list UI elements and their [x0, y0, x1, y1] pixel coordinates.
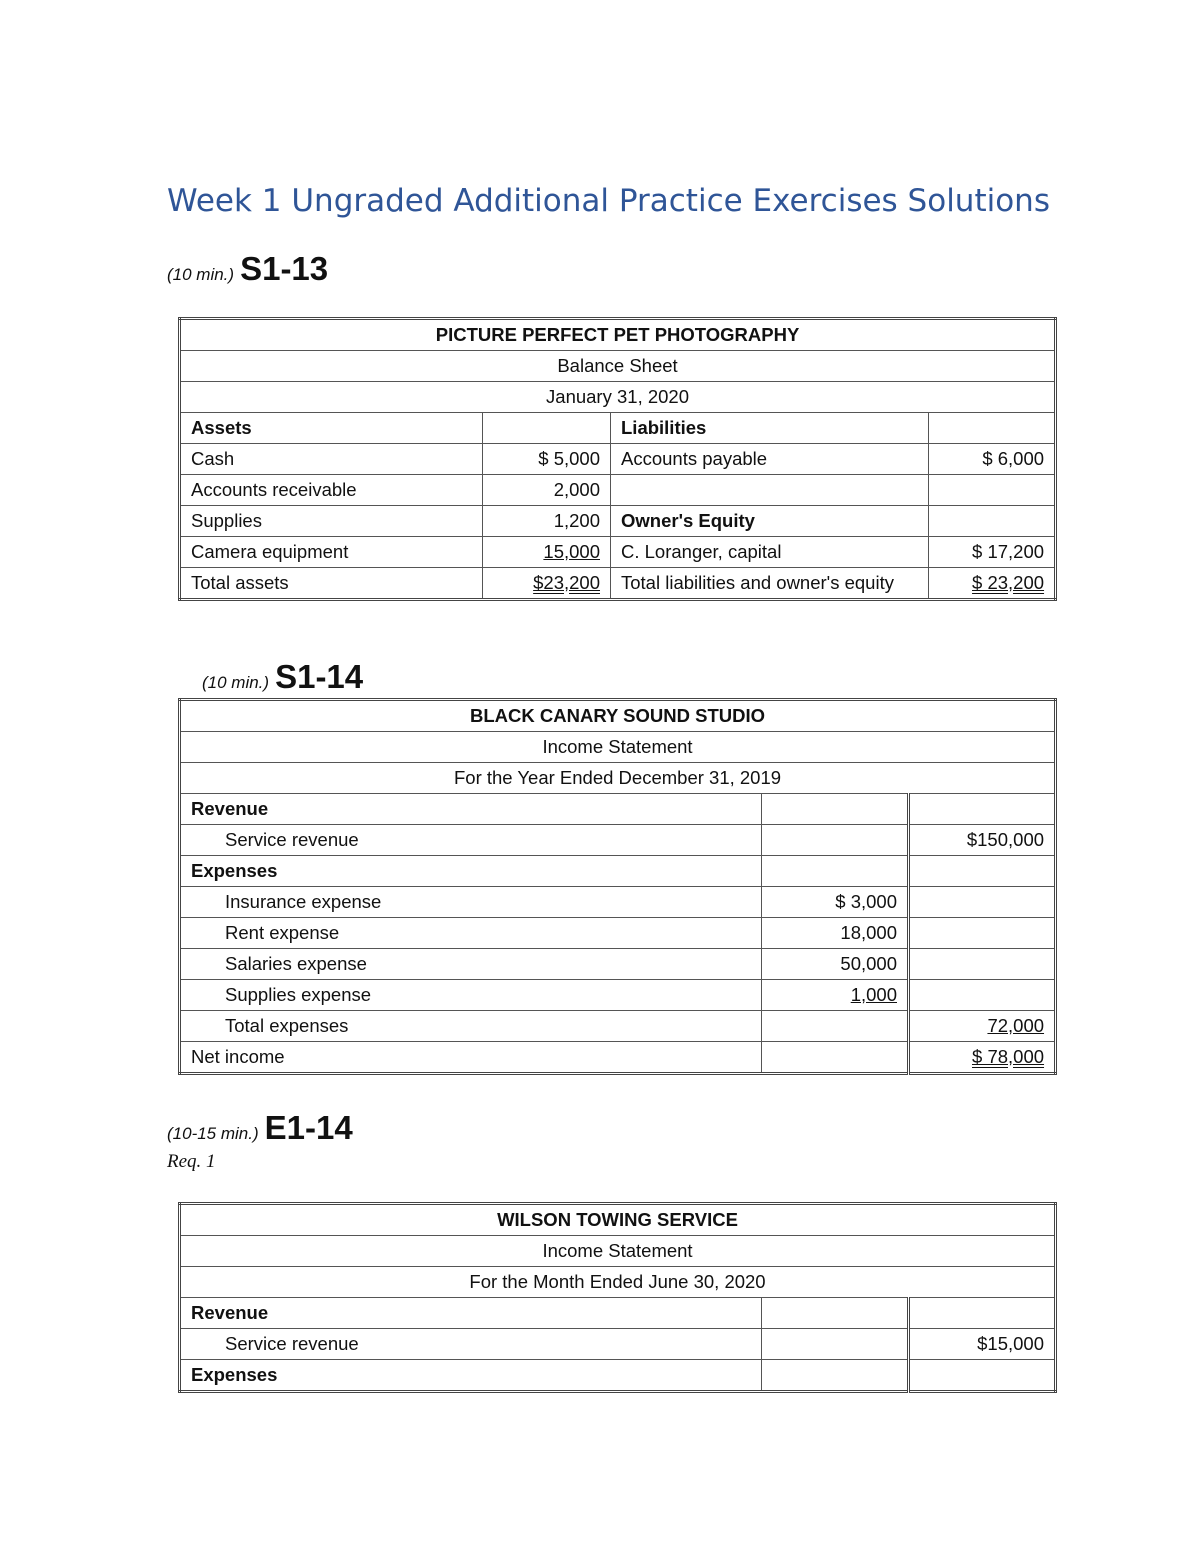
- table-row: [180, 1236, 1056, 1267]
- company-name: WILSON TOWING SERVICE: [180, 1204, 1056, 1236]
- table-row: [180, 949, 1056, 980]
- table-row: [180, 475, 1056, 506]
- row-value: 2,000: [483, 475, 611, 506]
- table-row: [180, 568, 1056, 600]
- empty-cell: [762, 1011, 909, 1042]
- table-row: [180, 1360, 1056, 1392]
- row-value: 15,000: [483, 537, 611, 568]
- empty-cell: [909, 856, 1056, 887]
- table-row: [180, 856, 1056, 887]
- row-label: Service revenue: [180, 1329, 762, 1360]
- row-label: Camera equipment: [180, 537, 483, 568]
- empty-cell: [762, 1298, 909, 1329]
- requirement-label: Req. 1: [167, 1151, 216, 1172]
- table-row: [180, 1329, 1056, 1360]
- revenue-header: Revenue: [180, 794, 762, 825]
- row-label: Cash: [180, 444, 483, 475]
- table-row: [180, 887, 1056, 918]
- service-revenue-value: $150,000: [909, 825, 1056, 856]
- row-value: $ 5,000: [483, 444, 611, 475]
- row-value: $ 17,200: [929, 537, 1056, 568]
- empty-cell: [929, 413, 1056, 444]
- table-row: [180, 825, 1056, 856]
- row-label: Accounts payable: [611, 444, 929, 475]
- exercise-code: S1-13: [240, 250, 329, 287]
- exercise-code: E1-14: [264, 1109, 353, 1146]
- table-row: [180, 382, 1056, 413]
- net-income-value: $ 78,000: [909, 1042, 1056, 1074]
- empty-cell: [909, 794, 1056, 825]
- income-statement-table: [178, 1202, 1057, 1393]
- page-title: Week 1 Ungraded Additional Practice Exercises Solutions: [167, 183, 1050, 219]
- empty-cell: [762, 856, 909, 887]
- company-name: PICTURE PERFECT PET PHOTOGRAPHY: [180, 319, 1056, 351]
- table-row: [180, 351, 1056, 382]
- statement-title: Balance Sheet: [180, 351, 1056, 382]
- table-row: [180, 506, 1056, 537]
- table-row: [180, 763, 1056, 794]
- service-revenue-value: $15,000: [909, 1329, 1056, 1360]
- empty-cell: [909, 918, 1056, 949]
- statement-date: January 31, 2020: [180, 382, 1056, 413]
- empty-cell: [762, 1042, 909, 1074]
- table-row: [180, 1011, 1056, 1042]
- exercise-heading-s1-13: [167, 250, 328, 288]
- statement-title: Income Statement: [180, 1236, 1056, 1267]
- row-label: Total expenses: [180, 1011, 762, 1042]
- row-label: Net income: [180, 1042, 762, 1074]
- row-label: Total liabilities and owner's equity: [611, 568, 929, 600]
- empty-cell: [762, 1360, 909, 1392]
- row-value: 50,000: [762, 949, 909, 980]
- expenses-header: Expenses: [180, 856, 762, 887]
- empty-cell: [762, 825, 909, 856]
- total-assets-value: $23,200: [483, 568, 611, 600]
- row-label: C. Loranger, capital: [611, 537, 929, 568]
- time-estimate: (10 min.): [167, 265, 235, 284]
- row-label: Salaries expense: [180, 949, 762, 980]
- company-name: BLACK CANARY SOUND STUDIO: [180, 700, 1056, 732]
- row-label: [611, 475, 929, 506]
- balance-sheet-table: [178, 317, 1057, 601]
- row-label: Rent expense: [180, 918, 762, 949]
- row-value: 1,000: [762, 980, 909, 1011]
- table-row: [180, 1042, 1056, 1074]
- statement-date: For the Year Ended December 31, 2019: [180, 763, 1056, 794]
- statement-title: Income Statement: [180, 732, 1056, 763]
- row-label: Supplies expense: [180, 980, 762, 1011]
- exercise-code: S1-14: [275, 658, 364, 695]
- empty-cell: [909, 887, 1056, 918]
- table-row: [180, 1298, 1056, 1329]
- table-row: [180, 319, 1056, 351]
- row-label: Service revenue: [180, 825, 762, 856]
- empty-cell: [909, 949, 1056, 980]
- row-label: Supplies: [180, 506, 483, 537]
- row-value: $ 6,000: [929, 444, 1056, 475]
- expenses-header: Expenses: [180, 1360, 762, 1392]
- total-liabilities-equity-value: $ 23,200: [929, 568, 1056, 600]
- table-row: [180, 413, 1056, 444]
- assets-header: Assets: [180, 413, 483, 444]
- table-row: [180, 794, 1056, 825]
- time-estimate: (10-15 min.): [167, 1124, 259, 1143]
- statement-date: For the Month Ended June 30, 2020: [180, 1267, 1056, 1298]
- revenue-header: Revenue: [180, 1298, 762, 1329]
- empty-cell: [909, 1360, 1056, 1392]
- row-label: Insurance expense: [180, 887, 762, 918]
- row-value: [929, 475, 1056, 506]
- table-row: [180, 444, 1056, 475]
- table-row: [180, 732, 1056, 763]
- time-estimate: (10 min.): [202, 673, 270, 692]
- table-row: [180, 700, 1056, 732]
- total-expenses-value: 72,000: [909, 1011, 1056, 1042]
- empty-cell: [483, 413, 611, 444]
- empty-cell: [909, 980, 1056, 1011]
- table-row: [180, 537, 1056, 568]
- income-statement-table: [178, 698, 1057, 1075]
- empty-cell: [909, 1298, 1056, 1329]
- table-row: [180, 1204, 1056, 1236]
- row-label: Total assets: [180, 568, 483, 600]
- row-value: 18,000: [762, 918, 909, 949]
- row-label: Accounts receivable: [180, 475, 483, 506]
- exercise-heading-e1-14: [167, 1109, 353, 1147]
- liabilities-header: Liabilities: [611, 413, 929, 444]
- table-row: [180, 1267, 1056, 1298]
- row-value: 1,200: [483, 506, 611, 537]
- table-row: [180, 918, 1056, 949]
- exercise-heading-s1-14: [202, 658, 363, 696]
- owners-equity-header: Owner's Equity: [611, 506, 929, 537]
- empty-cell: [762, 1329, 909, 1360]
- empty-cell: [929, 506, 1056, 537]
- row-value: $ 3,000: [762, 887, 909, 918]
- empty-cell: [762, 794, 909, 825]
- table-row: [180, 980, 1056, 1011]
